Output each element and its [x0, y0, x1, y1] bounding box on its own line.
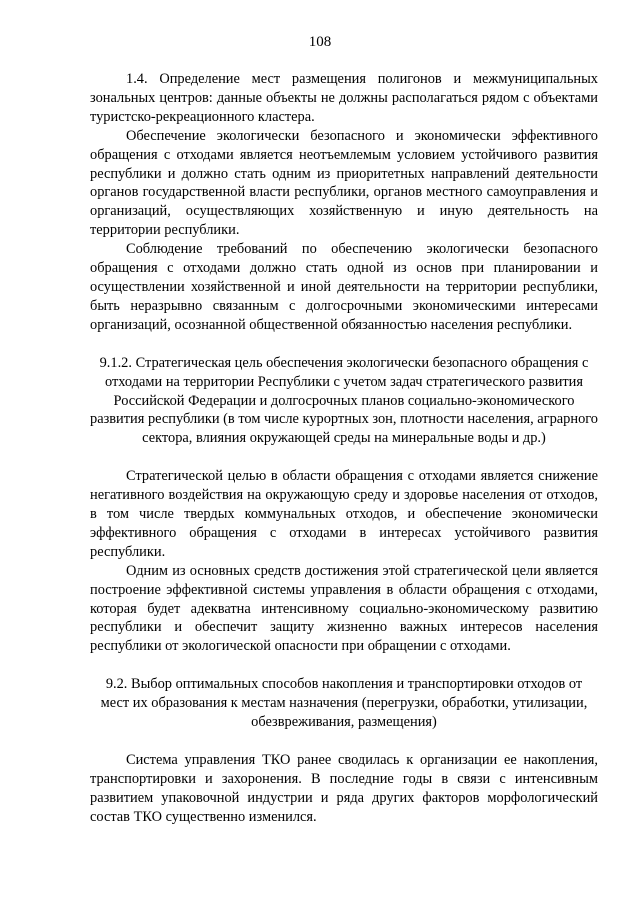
paragraph-strategic-goal: Стратегической целью в области обращения с отходами является снижение негативного воздействия на окружающую среду и здоровье населения от отходов, в том числе твердых коммунальных отходов, и обеспечение экономически эффективного обращения с отходами в интересах устойчивого развития республики.: [90, 468, 598, 560]
paragraph-requirements: Соблюдение требований по обеспечению экологически безопасного обращения с отходами должно стать одной из основ при планировании и осуществлении хозяйственной и иной деятельности на территории республики, быть неразрывно связанным с долгосрочными экономическими интересами организаций, осознанной общественной обязанностью населения республики.: [90, 241, 598, 333]
page-number: 108: [308, 34, 332, 50]
page-body: [90, 70, 598, 827]
paragraph-safe-handling: Обеспечение экологически безопасного и экономически эффективного обращения с отходами является неотъемлемым условием устойчивого развития республики и должно стать одним из приоритетных направлений деятельности органов государственной власти республики, органов местного самоуправления и организаций, осуществляющих хозяйственную и иную деятельность на территории республики.: [90, 127, 598, 239]
paragraph-tko-system: Система управления ТКО ранее сводилась к организации ее накопления, транспортировки и захоронения. В последние годы в связи с интенсивным развитием упаковочной индустрии и ряда других факторов морфологический состав ТКО существенно изменился.: [90, 752, 598, 825]
section-heading-9-2: 9.2. Выбор оптимальных способов накопления и транспортировки отходов от мест их образования к местам назначения (перегрузки, обработки, утилизации, обезвреживания, размещения): [100, 676, 588, 731]
paragraph-management-system: Одним из основных средств достижения этой стратегической цели является построение эффективной системы управления в области обращения с отходами, которая будет адекватна интенсивному социально-экономическому развитию республики и обеспечит защиту жизненно важных интересов населения республики от экологической опасности при обращении с отходами.: [90, 562, 598, 655]
section-heading-9-1-2: 9.1.2. Стратегическая цель обеспечения экологически безопасного обращения с отходами на территории Республики с учетом задач стратегического развития Российской Федерации и долгосрочных планов социально-экономического развития республики (в том числе курортных зон, плотности населения, аграрного сектора, влияния окружающей среды на минеральные воды и др.): [90, 354, 598, 447]
paragraph-1-4: 1.4. Определение мест размещения полигонов и межмуниципальных зональных центров: данные объекты не должны располагаться рядом с объектами туристско-рекреационного кластера.: [90, 71, 598, 125]
